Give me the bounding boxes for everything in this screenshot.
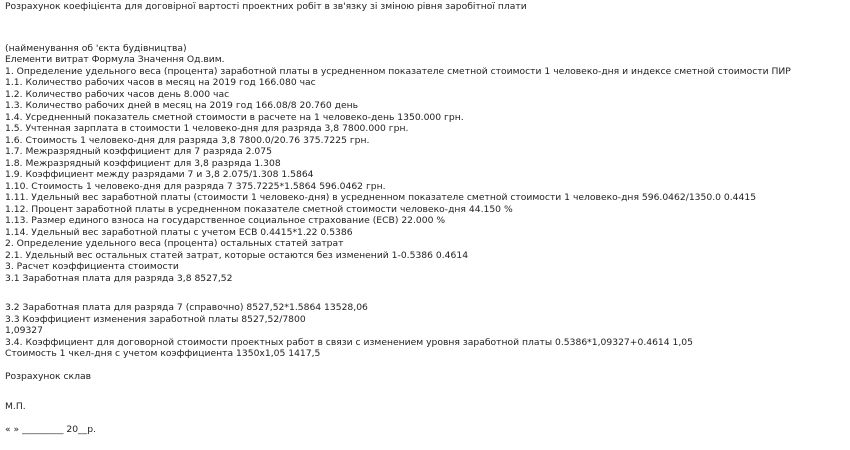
calc-line: 1.9. Коэффициент между разрядами 7 и 3,8 2.075/1.308 1.5864 — [5, 169, 314, 180]
spacer — [5, 284, 846, 302]
seal-label: М.П. — [5, 400, 26, 412]
calc-line: 3. Расчет коэффициента стоимости — [5, 261, 179, 272]
calc-line: 1.2. Количество рабочих часов день 8.000 час — [5, 88, 230, 100]
signature-title: Розрахунок склав — [5, 371, 91, 382]
calc-line: 3.4. Коэффициент для договорной стоимости проектных работ в связи с изменением уровня заработной платы 0.5386*1,09327+0.4614 1,05 — [5, 336, 693, 348]
calc-line: 1.11. Удельный вес заработной платы (стоимости 1 человеко-дня) в усредненном показателе сметной стоимости 1 человеко-дня 596.0462/1350.0 0.4415 — [5, 192, 757, 203]
calc-line: 1.12. Процент заработной платы в усредненном показателе сметной стоимости человеко-дня 44.150 % — [5, 203, 513, 215]
calc-line: Стоимость 1 чкел-дня с учетом коэффициента 1350х1,05 1417,5 — [5, 348, 321, 359]
spacer — [5, 360, 846, 372]
object-name-caption: (найменування об 'єкта будівництва) — [5, 42, 187, 54]
calc-line: 3.1 Заработная плата для разряда 3,8 8527,52 — [5, 272, 233, 284]
spacer — [5, 383, 846, 401]
calc-line: 1.3. Количество рабочих дней в месяц на 2019 год 166.08/8 20.760 день — [5, 100, 359, 111]
calc-line: 1. Определение удельного веса (процента) заработной платы в усредненном показателе сметной стоимости 1 человеко-дня и индексе сметной стоимости ПИР — [5, 65, 791, 77]
spacer — [5, 13, 846, 43]
calc-line: 2.1. Удельный вес остальных статей затрат, которые остаются без изменений 1-0.5386 0.4614 — [5, 249, 469, 261]
calc-line: 1.8. Межразрядный коэффициент для 3,8 разряда 1.308 — [5, 157, 281, 169]
calc-line: 1.7. Межразрядный коэффициент для 7 разряда 2.075 — [5, 146, 272, 157]
calc-line: 1.14. Удельный вес заработной платы с учетом ЕСВ 0.4415*1.22 0.5386 — [5, 226, 353, 238]
calc-line: 2. Определение удельного веса (процента) остальных статей затрат — [5, 238, 344, 249]
spacer — [5, 412, 846, 424]
calc-line: 3.3 Коэффициент изменения заработной платы 8527,52/7800 — [5, 313, 306, 325]
calc-line: 1,09327 — [5, 325, 43, 336]
table-header: Елементи витрат Формула Значення Од.вим. — [5, 54, 225, 65]
calc-line: 1.10. Стоимость 1 человеко-дня для разряда 7 375.7225*1.5864 596.0462 грн. — [5, 180, 386, 192]
calc-line: 1.1. Количество рабочих часов в месяц на 2019 год 166.080 час — [5, 77, 316, 88]
document-title: Розрахунок коефіцієнта для договірної вартості проектних робіт в зв'язку зі зміною рівня заробітної плати — [5, 1, 527, 12]
calc-line: 1.6. Стоимость 1 человеко-дня для разряда 3,8 7800.0/20.76 375.7225 грн. — [5, 134, 370, 146]
calc-line: 3.2 Заработная плата для разряда 7 (справочно) 8527,52*1.5864 13528,06 — [5, 302, 368, 313]
calc-line: 1.13. Размер единого взноса на государственное социальное страхование (ЕСВ) 22.000 % — [5, 215, 446, 226]
calc-line: 1.4. Усредненный показатель сметной стоимости в расчете на 1 человеко-день 1350.000 грн. — [5, 111, 464, 123]
document — [5, 1, 846, 435]
date-line: « » _________ 20__р. — [5, 423, 96, 435]
calc-line: 1.5. Учтенная зарплата в стоимости 1 человеко-дня для разряда 3,8 7800.000 грн. — [5, 123, 409, 134]
